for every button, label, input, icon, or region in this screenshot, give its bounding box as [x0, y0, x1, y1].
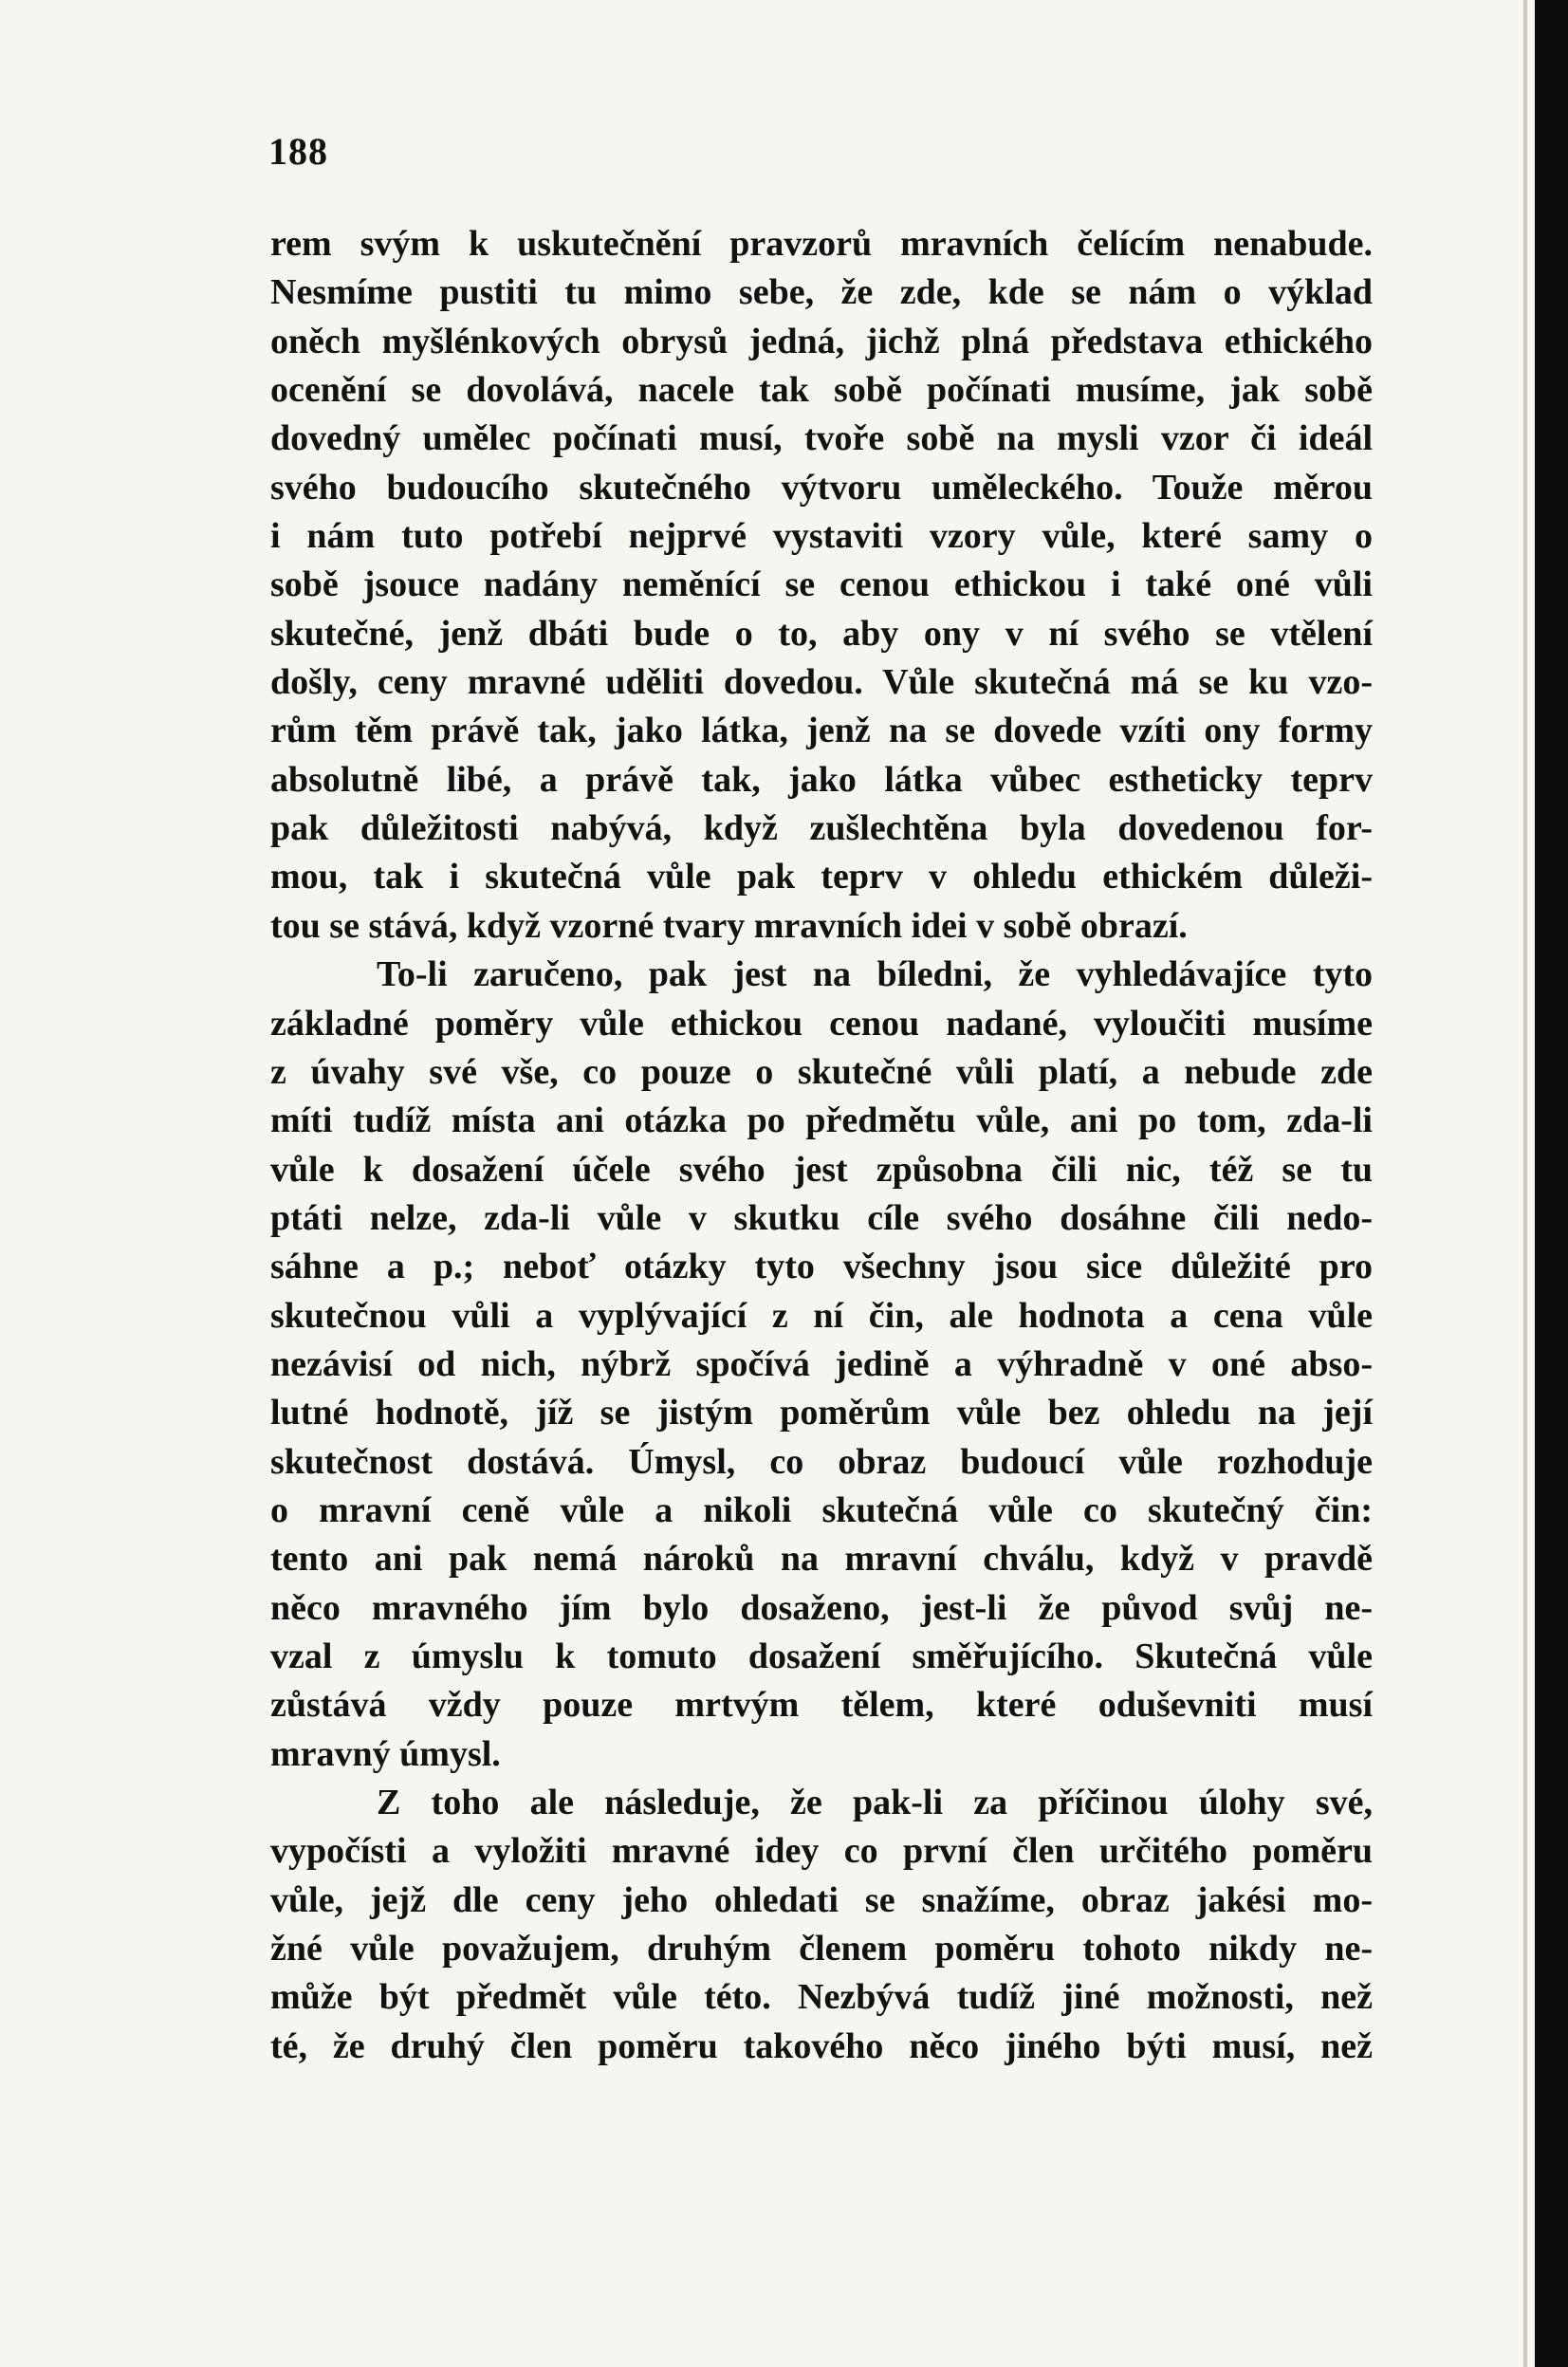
- text-line: tento ani pak nemá nároků na mravní chválu, když v pravdě: [270, 1539, 1373, 1580]
- text-line: Nesmíme pustiti tu mimo sebe, že zde, kde se nám o výklad: [270, 272, 1373, 313]
- text-line: absolutně libé, a právě tak, jako látka vůbec estheticky teprv: [270, 759, 1373, 800]
- text-line: té, že druhý člen poměru takového něco jiného býti musí, než: [270, 2025, 1373, 2066]
- text-line: vypočísti a vyložiti mravné idey co první člen určitého poměru: [270, 1831, 1373, 1872]
- text-line: o mravní ceně vůle a nikoli skutečná vůle co skutečný čin:: [270, 1489, 1373, 1530]
- text-line: ptáti nelze, zda-li vůle v skutku cíle svého dosáhne čili nedo-: [270, 1197, 1373, 1238]
- scan-border: [1535, 0, 1568, 2367]
- text-line: vzal z úmyslu k tomuto dosažení směřujícího. Skutečná vůle: [270, 1636, 1373, 1676]
- text-line: základné poměry vůle ethickou cenou nadané, vyloučiti musíme: [270, 1003, 1373, 1044]
- text-line: může být předmět vůle této. Nezbývá tudíž jiné možnosti, než: [270, 1977, 1373, 2018]
- text-line: tou se stává, když vzorné tvary mravních idei v sobě obrazí.: [270, 905, 1188, 946]
- text-line: rům těm právě tak, jako látka, jenž na se dovede vzíti ony formy: [270, 711, 1373, 751]
- text-line: pak důležitosti nabývá, když zušlechtěna byla dovedenou for-: [270, 808, 1373, 849]
- text-line: z úvahy své vše, co pouze o skutečné vůli platí, a nebude zde: [270, 1051, 1373, 1092]
- text-line: To-li zaručeno, pak jest na bíledni, že vyhledávajíce tyto: [377, 954, 1373, 995]
- text-line: rem svým k uskutečnění pravzorů mravních čelícím nenabude.: [270, 224, 1373, 264]
- text-line: skutečnost dostává. Úmysl, co obraz budoucí vůle rozhoduje: [270, 1441, 1373, 1482]
- text-line: vůle, jejž dle ceny jeho ohledati se snažíme, obraz jakési mo-: [270, 1879, 1373, 1920]
- body-text: [270, 220, 1373, 2071]
- text-line: dovedný umělec počínati musí, tvoře sobě na mysli vzor či ideál: [270, 418, 1373, 459]
- text-line: došly, ceny mravné uděliti dovedou. Vůle skutečná má se ku vzo-: [270, 662, 1373, 703]
- text-line: sobě jsouce nadány neměnící se cenou ethickou i také oné vůli: [270, 564, 1373, 605]
- page-edge-shadow: [1523, 0, 1527, 2367]
- text-line: svého budoucího skutečného výtvoru uměleckého. Touže měrou: [270, 467, 1373, 508]
- text-line: míti tudíž místa ani otázka po předmětu vůle, ani po tom, zda-li: [270, 1100, 1373, 1141]
- text-line: oněch myšlénkových obrysů jedná, jichž plná představa ethického: [270, 321, 1373, 361]
- text-line: zůstává vždy pouze mrtvým tělem, které oduševniti musí: [270, 1685, 1373, 1726]
- text-line: něco mravného jím bylo dosaženo, jest-li že původ svůj ne-: [270, 1587, 1373, 1628]
- text-line: nezávisí od nich, nýbrž spočívá jedině a výhradně v oné abso-: [270, 1343, 1373, 1384]
- text-line: i nám tuto potřebí nejprvé vystaviti vzory vůle, které samy o: [270, 516, 1373, 557]
- text-line: Z toho ale následuje, že pak-li za příčinou úlohy své,: [377, 1783, 1373, 1822]
- text-line: ocenění se dovolává, nacele tak sobě počínati musíme, jak sobě: [270, 370, 1373, 411]
- text-line: sáhne a p.; neboť otázky tyto všechny jsou sice důležité pro: [270, 1247, 1373, 1287]
- text-line: skutečné, jenž dbáti bude o to, aby ony v ní svého se vtělení: [270, 613, 1373, 654]
- text-line: vůle k dosažení účele svého jest způsobna čili nic, též se tu: [270, 1149, 1373, 1190]
- text-line: lutné hodnotě, jíž se jistým poměrům vůle bez ohledu na její: [270, 1393, 1373, 1433]
- text-line: mou, tak i skutečná vůle pak teprv v ohledu ethickém důleži-: [270, 857, 1373, 897]
- text-line: mravný úmysl.: [270, 1733, 501, 1774]
- text-line: žné vůle považujem, druhým členem poměru tohoto nikdy ne-: [270, 1929, 1373, 1969]
- text-line: skutečnou vůli a vyplývající z ní čin, ale hodnota a cena vůle: [270, 1295, 1373, 1336]
- page-number: 188: [268, 130, 328, 173]
